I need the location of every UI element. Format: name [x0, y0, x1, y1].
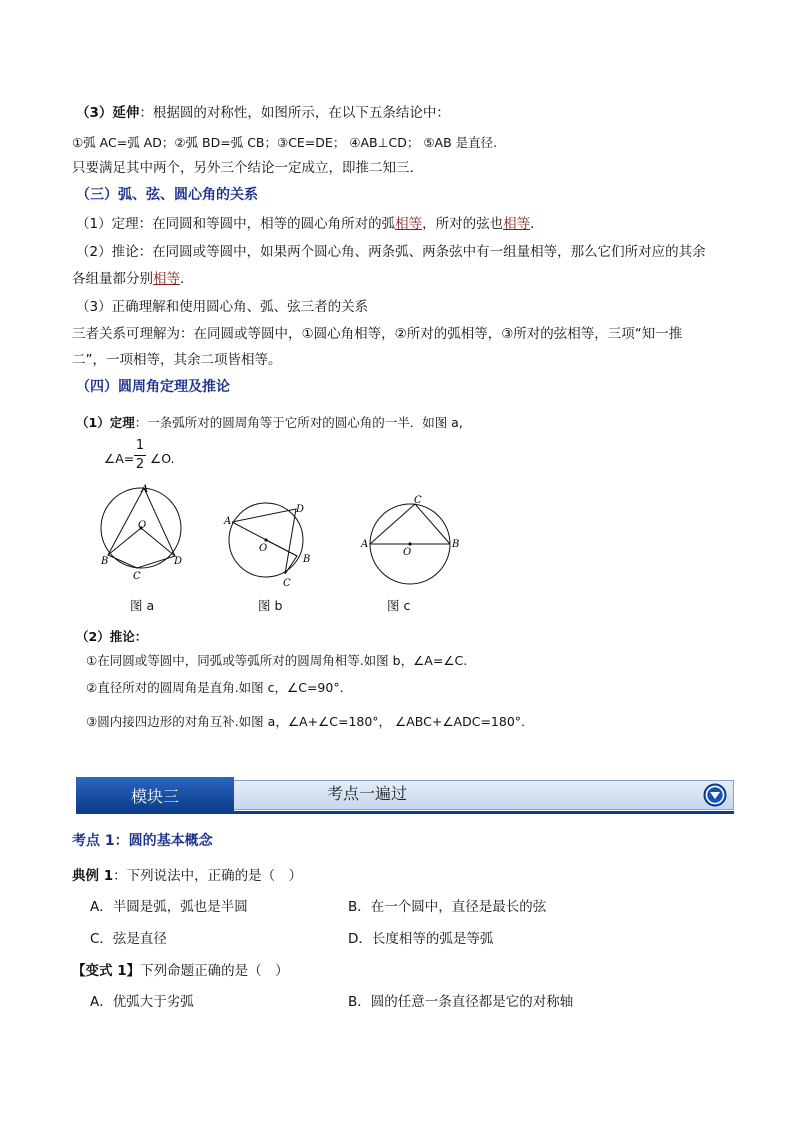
banner-title-bar — [226, 780, 734, 810]
example-1-option-d: D．长度相等的弧是等弧 — [348, 931, 494, 947]
heading-4: （四）圆周角定理及推论 — [76, 379, 230, 395]
label-D: D — [174, 556, 183, 567]
sec3-text: ：根据圆的对称性，如图所示，在以下五条结论中： — [139, 105, 450, 121]
example-1-label: 典例 1 — [72, 868, 114, 884]
relation-line1: （3）正确理解和使用圆心角、弧、弦三者的关系 — [76, 299, 369, 315]
theorem-1-text: （1）定理：在同圆和等圆中，相等的圆心角所对的弧 — [76, 216, 396, 232]
figure-b-diagram — [222, 496, 322, 590]
sec3-line2: ①弧 AC=弧 AD；②弧 BD=弧 CB；③CE=DE； ④AB⊥CD； ⑤AB 是直径. — [72, 135, 498, 150]
theorem-1-text: . — [530, 216, 535, 232]
theorem-line — [76, 414, 463, 432]
theorem-1-text: ，所对的弦也 — [422, 216, 504, 232]
example-1-stem — [72, 867, 302, 885]
banner-module-tab — [76, 777, 234, 814]
fraction-denominator: 2 — [135, 457, 145, 472]
center-point — [408, 542, 411, 545]
sec3-label: （3）延伸 — [76, 105, 140, 121]
sec3-line1 — [76, 104, 450, 122]
relation-line2: 三者关系可理解为：在同圆或等圆中，①圆心角相等，②所对的弧相等，③所对的弦相等，三项“知一推 — [72, 326, 683, 342]
variant-1-option-a: A．优弧大于劣弧 — [90, 994, 194, 1010]
theorem-label: （1）定理 — [76, 415, 135, 430]
label-A: A — [141, 484, 149, 495]
figure-a-caption: 图 a — [130, 598, 155, 613]
label-O: O — [138, 520, 147, 531]
inscribed-right-angle — [370, 504, 450, 544]
figure-a-diagram — [95, 482, 195, 582]
example-1-option-b: B．在一个圆中，直径是最长的弦 — [348, 899, 547, 915]
example-1-option-a: A．半圆是弧，弧也是半圆 — [90, 899, 248, 915]
label-B: B — [101, 556, 109, 567]
fraction-bar — [134, 455, 146, 456]
theorem-1-line — [76, 215, 534, 233]
variant-1-text: 下列命题正确的是（ ） — [140, 963, 289, 979]
label-C: C — [414, 495, 422, 506]
banner-underline — [76, 811, 734, 814]
corollary-line1: （2）推论：在同圆或等圆中，如果两个圆心角、两条弧、两条弦中有一组量相等，那么它们所对应的其余 — [76, 244, 706, 260]
label-O: O — [403, 547, 412, 558]
blank-answer: 相等 — [503, 216, 531, 232]
theorem-text: ：一条弧所对的圆周角等于它所对的圆心角的一半．如图 a, — [134, 415, 463, 430]
keypoint-1-heading: 考点 1：圆的基本概念 — [72, 833, 213, 849]
example-1-text: ：下列说法中，正确的是（ ） — [113, 868, 303, 884]
corollary-label: （2）推论 — [76, 629, 135, 644]
banner-module-label: 模块三 — [130, 787, 179, 806]
figure-c-caption: 图 c — [387, 598, 411, 613]
label-B: B — [303, 554, 311, 565]
formula-rhs: ∠O. — [150, 451, 175, 466]
corollary-text: . — [180, 271, 185, 287]
corollary-heading — [76, 628, 147, 646]
label-B: B — [452, 539, 460, 550]
corollary-colon: ： — [134, 629, 148, 644]
chevron-down-icon — [703, 783, 727, 807]
label-D: D — [296, 504, 305, 515]
corollary-2: ②直径所对的圆周角是直角.如图 c，∠C=90°． — [86, 680, 353, 695]
center-point — [264, 538, 267, 541]
central-angle — [108, 528, 175, 556]
label-A: A — [361, 539, 369, 550]
variant-1-stem — [72, 962, 289, 980]
formula-lhs: ∠A= — [104, 451, 135, 466]
example-1-option-c: C．弦是直径 — [90, 931, 167, 947]
label-A: A — [224, 516, 232, 527]
figure-c-diagram — [356, 494, 466, 588]
inscribed-angles — [232, 509, 297, 574]
relation-line3: 二”，一项相等，其余二项皆相等。 — [72, 352, 282, 368]
banner-title: 考点一遍过 — [327, 784, 408, 803]
radius — [266, 540, 297, 556]
corollary-text: 各组量都分别 — [72, 271, 153, 287]
label-C: C — [133, 571, 141, 582]
label-O: O — [259, 543, 268, 554]
sec3-line3: 只要满足其中两个，另外三个结论一定成立，即推二知三. — [72, 160, 414, 176]
label-C: C — [283, 578, 291, 589]
module-banner — [76, 777, 734, 813]
variant-1-label: 【变式 1】 — [72, 963, 141, 979]
variant-1-option-b: B．圆的任意一条直径都是它的对称轴 — [348, 994, 574, 1010]
corollary-1: ①在同圆或等圆中，同弧或等弧所对的圆周角相等.如图 b，∠A=∠C. — [86, 653, 468, 668]
heading-3: （三）弧、弦、圆心角的关系 — [76, 187, 258, 203]
corollary-line2 — [72, 270, 184, 288]
fraction-numerator: 1 — [135, 438, 145, 453]
blank-answer: 相等 — [395, 216, 423, 232]
blank-answer: 相等 — [153, 271, 180, 287]
corollary-3: ③圆内接四边形的对角互补.如图 a，∠A+∠C=180°， ∠ABC+∠ADC=180°． — [86, 714, 534, 729]
figure-b-caption: 图 b — [258, 598, 283, 613]
